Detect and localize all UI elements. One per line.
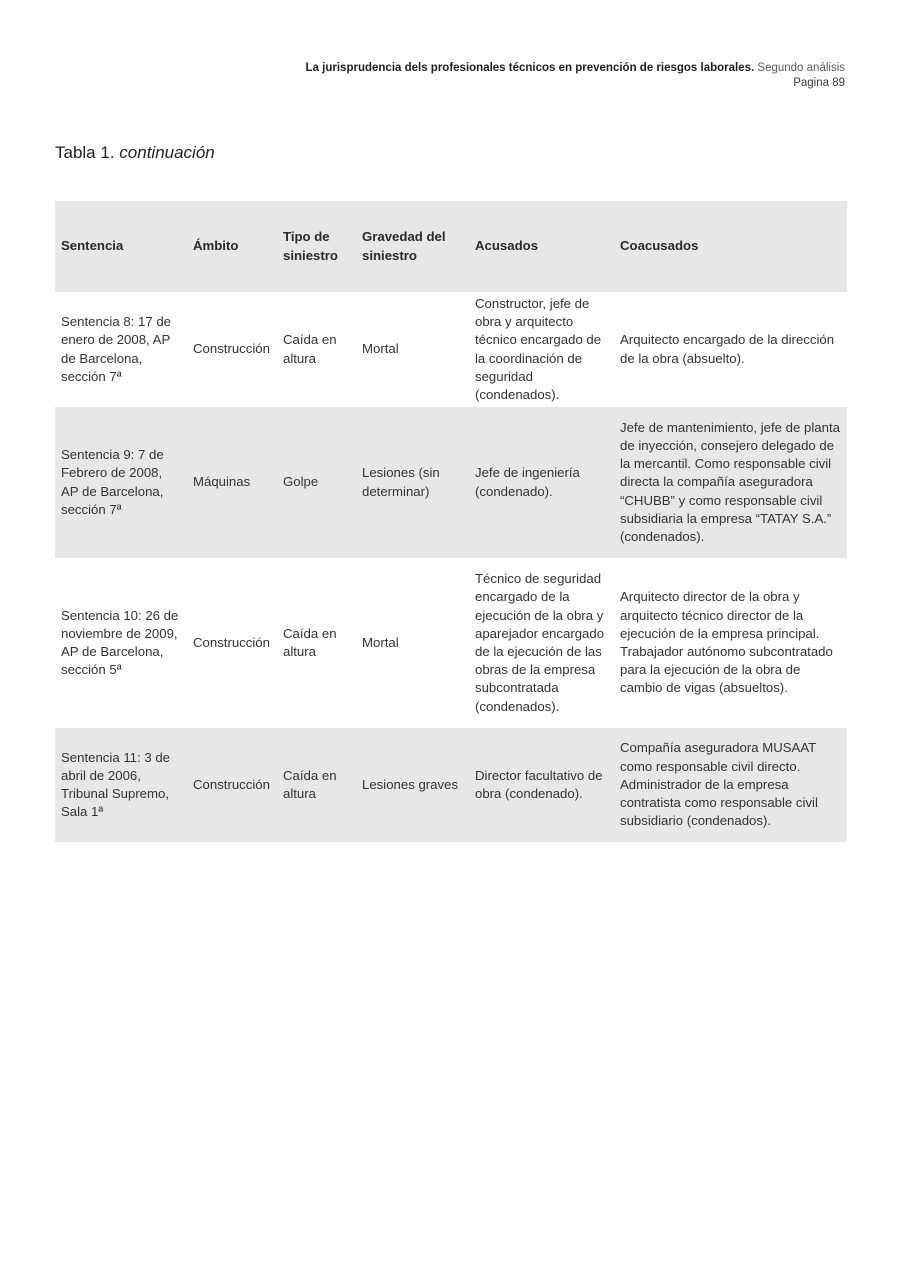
table-row (55, 728, 847, 842)
running-header (306, 61, 845, 91)
header-coacusados: Coacusados (614, 201, 847, 292)
page-number: Pagina 89 (793, 77, 845, 89)
table-caption-label: Tabla 1. (55, 143, 115, 162)
cell-ambito: Máquinas (187, 407, 277, 558)
cell-gravedad: Lesiones (sin determinar) (356, 407, 469, 558)
cell-gravedad: Mortal (362, 341, 399, 357)
header-gravedad: Gravedad del siniestro (356, 201, 469, 292)
cell-tipo: Caída en altura (277, 728, 356, 842)
cell-acusados: Director facultativo de obra (condenado). (469, 728, 614, 842)
cell-ambito: Construcción (193, 341, 270, 357)
table-caption (55, 143, 215, 163)
cell-ambito: Construcción (187, 728, 277, 842)
table-caption-continuation: continuación (119, 143, 215, 162)
table-row (55, 407, 847, 558)
cell-coacusados: Compañía aseguradora MUSAAT como responsable civil directo. Administrador de la empresa contratista como responsable civil subsidiario (condenados). (614, 728, 847, 842)
cell-ambito: Construcción (193, 634, 270, 650)
publication-subtitle: Segundo análisis (757, 62, 845, 74)
cell-sentencia: Sentencia 10: 26 de noviembre de 2009, AP de Barcelona, sección 5ª (61, 607, 179, 678)
cell-tipo: Caída en altura (283, 332, 337, 366)
header-ambito: Ámbito (187, 201, 277, 292)
sentences-table (55, 201, 847, 842)
header-sentencia: Sentencia (55, 201, 187, 292)
table-header-row (55, 201, 847, 292)
cell-acusados: Constructor, jefe de obra y arquitecto técnico encargado de la coordinación de seguridad (condenados). (475, 295, 602, 402)
cell-tipo: Golpe (277, 407, 356, 558)
cell-coacusados: Arquitecto encargado de la dirección de la obra (absuelto). (620, 332, 835, 366)
cell-tipo: Caída en altura (283, 625, 337, 659)
cell-gravedad: Lesiones graves (356, 728, 469, 842)
cell-coacusados: Jefe de mantenimiento, jefe de planta de inyección, consejero delegado de la mercantil. Como responsable civil directa la compañía aseguradora “CHUBB” y como responsable civil subsidiaria la empresa “TATAY S.A.” (condenados). (614, 407, 847, 558)
publication-title: La jurisprudencia dels profesionales técnicos en prevención de riesgos laborales. (305, 62, 755, 74)
cell-sentencia: Sentencia 8: 17 de enero de 2008, AP de Barcelona, sección 7ª (61, 314, 171, 384)
table-row (55, 558, 847, 728)
cell-sentencia: Sentencia 9: 7 de Febrero de 2008, AP de Barcelona, sección 7ª (55, 407, 187, 558)
cell-sentencia: Sentencia 11: 3 de abril de 2006, Tribunal Supremo, Sala 1ª (55, 728, 187, 842)
table-row (55, 292, 847, 407)
running-header-title (306, 61, 845, 76)
cell-gravedad: Mortal (362, 634, 399, 650)
cell-acusados: Jefe de ingeniería (condenado). (469, 407, 614, 558)
header-acusados: Acusados (469, 201, 614, 292)
header-tipo-siniestro: Tipo de siniestro (277, 201, 356, 292)
cell-coacusados: Arquitecto director de la obra y arquitecto técnico director de la ejecución de la empresa principal. Trabajador autónomo subcontratado para la ejecución de la obra de cambio de vigas (absueltos). (620, 589, 833, 696)
cell-acusados: Técnico de seguridad encargado de la ejecución de la obra y aparejador encargado de la ejecución de las obras de la empresa subcontratada (condenados). (475, 571, 605, 714)
